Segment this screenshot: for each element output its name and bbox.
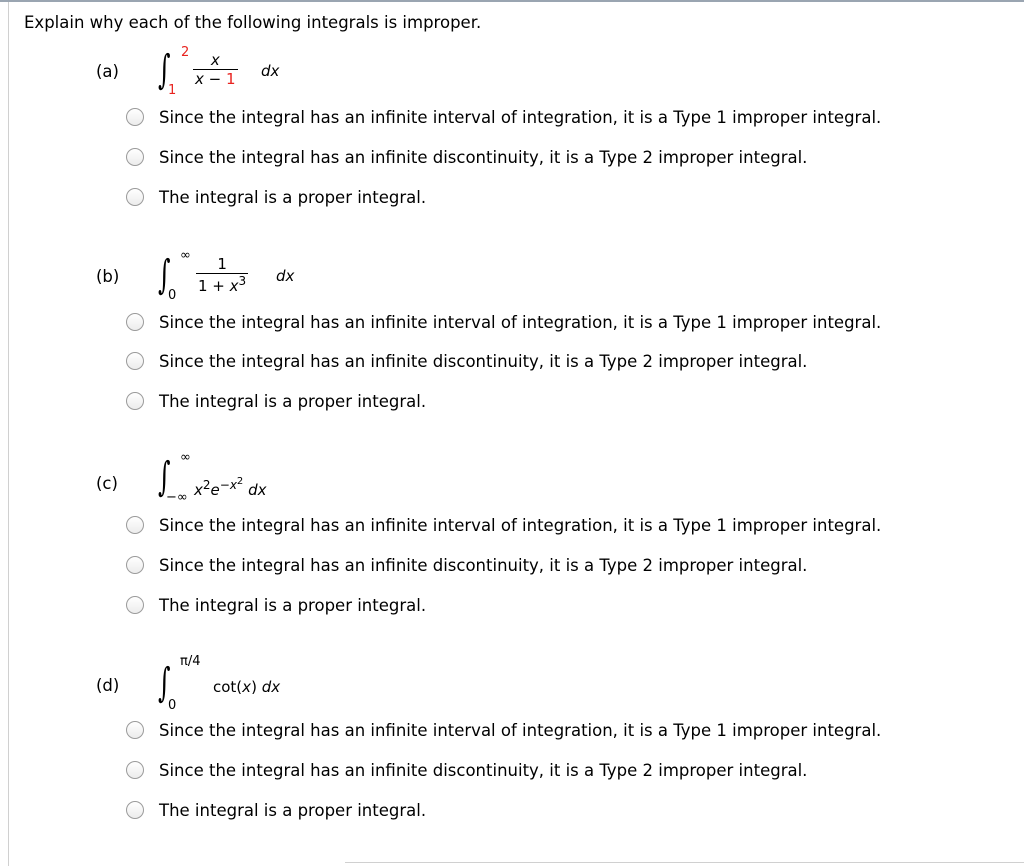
lower-limit: −∞ [166, 490, 188, 505]
differential: dx [261, 62, 280, 80]
radio-button[interactable] [126, 108, 144, 126]
integral-sign-icon: ∫ [158, 252, 171, 298]
option-label: The integral is a proper integral. [159, 800, 427, 820]
denominator-op: − [203, 70, 226, 88]
differential: dx [248, 481, 267, 499]
option-d-type2[interactable] [126, 759, 807, 781]
question-label: (d) [96, 676, 120, 695]
bottom-border [345, 862, 1024, 863]
option-label: Since the integral has an infinite interval of integration, it is a Type 1 improper integral. [159, 515, 882, 535]
option-a-type2[interactable] [126, 146, 807, 168]
integral-sign-icon: ∫ [158, 454, 171, 500]
radio-button[interactable] [126, 556, 144, 574]
radio-button[interactable] [126, 761, 144, 779]
option-label: Since the integral has an infinite interval of integration, it is a Type 1 improper integral. [159, 720, 882, 740]
question-label: (b) [96, 267, 120, 286]
upper-limit: ∞ [180, 248, 191, 263]
option-c-proper[interactable] [126, 594, 426, 616]
integral-sign-icon: ∫ [158, 47, 171, 93]
option-a-type1[interactable] [126, 106, 881, 128]
option-label: The integral is a proper integral. [159, 187, 427, 207]
option-d-proper[interactable] [126, 799, 426, 821]
radio-button[interactable] [126, 352, 144, 370]
integral-expression [150, 652, 450, 712]
option-b-type2[interactable] [126, 350, 807, 372]
radio-button[interactable] [126, 516, 144, 534]
paren: ) [251, 678, 257, 696]
option-b-type1[interactable] [126, 311, 881, 333]
option-d-type1[interactable] [126, 719, 881, 741]
top-border [0, 0, 1024, 2]
upper-limit: 2 [181, 45, 190, 60]
exponent: −x [219, 478, 237, 492]
upper-limit: π/4 [180, 654, 201, 669]
radio-button[interactable] [126, 313, 144, 331]
fraction [196, 255, 248, 295]
differential: dx [261, 678, 281, 696]
denominator-var: x [229, 277, 239, 295]
differential: dx [276, 267, 295, 285]
radio-button[interactable] [126, 721, 144, 739]
integral-expression [150, 45, 450, 105]
lower-limit: 1 [168, 83, 177, 98]
numerator: x [210, 51, 220, 69]
option-label: Since the integral has an infinite discontinuity, it is a Type 2 improper integral. [159, 147, 808, 167]
denominator-const: 1 + [198, 277, 230, 295]
lower-limit: 0 [168, 698, 177, 713]
integral-sign-icon: ∫ [158, 660, 171, 706]
option-label: Since the integral has an infinite discontinuity, it is a Type 2 improper integral. [159, 351, 808, 371]
question-prompt: Explain why each of the following integrals is improper. [24, 13, 482, 32]
question-label: (a) [96, 62, 119, 81]
option-label: The integral is a proper integral. [159, 595, 427, 615]
option-b-proper[interactable] [126, 390, 426, 412]
option-c-type2[interactable] [126, 554, 807, 576]
upper-limit: ∞ [180, 450, 191, 465]
radio-button[interactable] [126, 148, 144, 166]
left-border [8, 2, 9, 866]
option-a-proper[interactable] [126, 186, 426, 208]
fraction [193, 51, 238, 88]
radio-button[interactable] [126, 188, 144, 206]
radio-button[interactable] [126, 392, 144, 410]
radio-button[interactable] [126, 596, 144, 614]
denominator-var: x [195, 70, 204, 88]
integrand [213, 678, 280, 696]
denominator-const: 1 [226, 70, 236, 88]
integral-expression [150, 250, 450, 310]
option-label: Since the integral has an infinite discontinuity, it is a Type 2 improper integral. [159, 760, 808, 780]
option-label: Since the integral has an infinite discontinuity, it is a Type 2 improper integral. [159, 555, 808, 575]
integrand [194, 476, 266, 499]
base: x [194, 481, 203, 499]
radio-button[interactable] [126, 801, 144, 819]
option-label: Since the integral has an infinite interval of integration, it is a Type 1 improper integral. [159, 107, 882, 127]
question-label: (c) [96, 474, 118, 493]
option-label: The integral is a proper integral. [159, 391, 427, 411]
integral-expression [150, 450, 450, 510]
option-c-type1[interactable] [126, 514, 881, 536]
lower-limit: 0 [168, 288, 177, 303]
exponent: 3 [238, 274, 247, 288]
numerator: 1 [217, 255, 227, 273]
exponent: 2 [236, 476, 244, 487]
base: e [210, 481, 220, 499]
option-label: Since the integral has an infinite interval of integration, it is a Type 1 improper integral. [159, 312, 882, 332]
variable: x [242, 678, 252, 696]
exponent: 2 [202, 478, 211, 492]
function: cot( [213, 678, 243, 696]
